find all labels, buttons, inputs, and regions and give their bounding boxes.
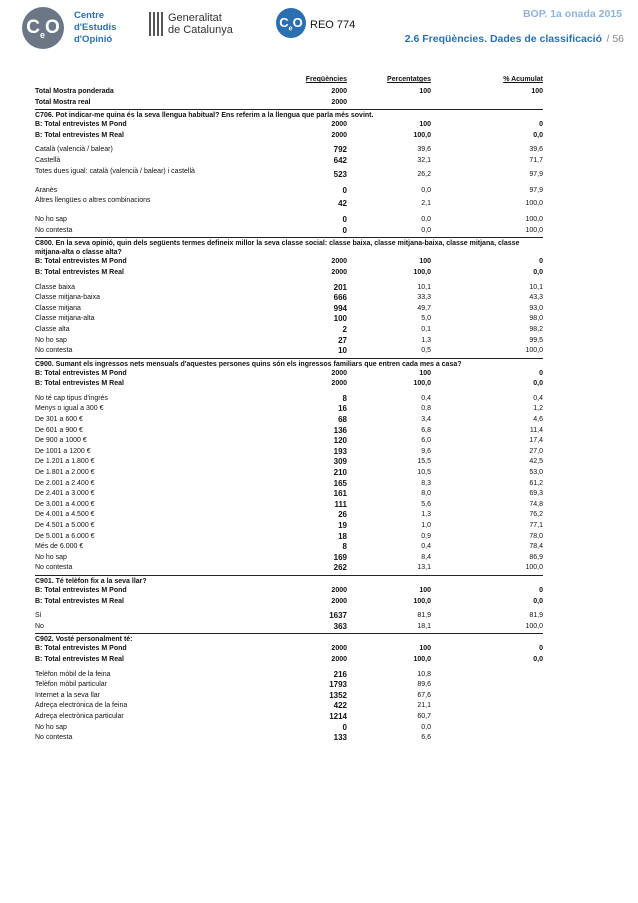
table-row [35,489,543,500]
col-pct-header: Percentatges [387,76,431,83]
acum-value: 17,4 [529,437,543,445]
freq-value: 27 [338,335,347,345]
freq-value: 2000 [331,268,347,276]
pct-value: 0,0 [421,186,431,194]
table-row [35,712,543,723]
generalitat-name [168,12,233,36]
freq-value: 666 [333,293,347,303]
acum-value: 97,9 [529,186,543,194]
table-row [35,563,543,574]
acum-value: 98,0 [529,315,543,323]
pct-value: 32,1 [417,156,431,164]
table-row [35,404,543,415]
bop-label: BOP. 1a onada 2015 [522,8,622,20]
freq-value: 1214 [329,711,347,721]
row-label: B: Total entrevistes M Real [35,380,124,388]
freq-value: 0 [342,225,347,235]
row-label: Menys o igual a 300 € [35,405,104,413]
row-label: B: Total entrevistes M Real [35,131,124,139]
row-label: No ho sap [35,216,67,224]
row-label: No ho sap [35,723,67,731]
freq-value: 161 [333,489,347,499]
section-title: 2.6 Freqüències. Dades de classificació [404,33,602,45]
acum-value: 0,4 [533,394,543,402]
acum-value: 10,1 [529,283,543,291]
pct-value: 0,8 [421,405,431,413]
table-row [35,369,543,380]
row-label: De 1001 a 1200 € [35,447,91,455]
freq-value: 1793 [329,680,347,690]
table-row [35,167,543,186]
pct-value: 1,0 [421,522,431,529]
reo-code: REO 774 [310,19,356,31]
question-title: C706. Pot indicar-me quina és la seva llengua habitual? Ens referim a la llengua que parla més sovint. [35,109,543,120]
freq-value: 523 [333,169,347,179]
freq-value: 262 [333,563,347,573]
table-row [35,226,543,237]
pct-value: 3,4 [421,416,431,424]
row-label: Aranès [35,186,58,194]
pct-value: 0,0 [421,723,431,731]
org-line-1: Centre [74,10,105,21]
table-row [35,457,543,468]
acum-value: 100,0 [525,216,543,224]
acum-value: 0 [539,645,543,653]
row-label: B: Total entrevistes M Pond [35,258,127,266]
acum-value: 76,2 [529,511,543,519]
question-title: C901. Té telèfon fix a la seva llar? [35,575,543,586]
acum-value: 100,0 [525,347,543,355]
gov-line-1: Generalitat [168,12,222,24]
freq-value: 193 [333,446,347,456]
org-line-2: d'Estudis [74,22,117,33]
pct-value: 2,1 [421,200,431,208]
row-label: Adreça electrònica particular [35,712,124,720]
table-row [35,644,543,655]
acum-value: 4,6 [533,416,543,424]
table-row [35,257,543,268]
pct-value: 0,0 [421,226,431,234]
acum-value: 74,8 [529,500,543,508]
acum-value: 78,4 [529,543,543,551]
table-row [35,553,543,564]
acum-value: 0 [539,258,543,266]
pct-value: 89,6 [417,681,431,689]
row-label: De 900 a 1000 € [35,437,87,445]
ceo-logo-small: $C_eO$ [276,8,306,38]
acum-value: 0,0 [533,380,543,388]
row-label: B: Total entrevistes M Pond [35,586,127,594]
table-row [35,196,543,215]
freq-value: 2000 [331,655,347,663]
pct-value: 1,3 [421,336,431,344]
row-label: Totes dues igual: català (valencià / balear) i castellà [35,167,195,175]
acum-value: 69,3 [529,490,543,498]
table-row [35,655,543,666]
acum-value: 0 [539,369,543,377]
acum-value: 42,5 [529,458,543,466]
acum-value: 0,0 [533,268,543,276]
pct-value: 18,1 [417,622,431,630]
row-label: De 3.001 a 4.000 € [35,500,95,508]
table-row [35,586,543,597]
pct-value: 8,0 [421,490,431,498]
row-label: Català (valencià / balear) [35,146,113,154]
freq-value: 0 [342,185,347,195]
row-label: De 301 a 600 € [35,416,83,424]
acum-value: 0,0 [533,131,543,139]
column-headers [35,74,543,87]
pct-value: 9,6 [421,447,431,455]
freq-value: 26 [338,510,347,520]
table-row [35,680,543,691]
row-label: De 2.401 a 3.000 € [35,490,95,498]
freq-value: 642 [333,155,347,165]
acum-value: 100 [531,88,543,95]
table-row [35,131,543,142]
page-number: / 56 [606,33,624,45]
table-row [35,521,543,532]
acum-value: 11,4 [529,426,543,434]
row-label: Classe baixa [35,283,76,291]
row-label: De 5.001 a 6.000 € [35,532,95,540]
pct-value: 6,8 [421,426,431,434]
freq-value: 2000 [331,369,347,377]
pct-value: 100 [419,258,431,266]
table-row [35,304,543,315]
acum-value: 100,0 [525,200,543,208]
freq-value: 1352 [329,690,347,700]
row-label: B: Total entrevistes M Real [35,655,124,663]
row-label: Sí [35,612,42,620]
acum-value: 100,0 [525,622,543,630]
page-header [0,0,638,52]
table-row [35,691,543,702]
freq-value: 216 [333,669,347,679]
frequency-table [35,74,543,744]
table-row [35,622,543,633]
pct-value: 8,4 [421,553,431,561]
freq-value: 309 [333,457,347,467]
pct-value: 100 [419,88,431,95]
table-row [35,325,543,336]
table-row [35,394,543,405]
pct-value: 81,9 [417,612,431,620]
row-label: B: Total entrevistes M Real [35,268,124,276]
pct-value: 6,0 [421,437,431,445]
ceo-name [74,10,116,46]
row-label: De 601 a 900 € [35,426,83,434]
col-freq-header: Freqüències [305,76,347,83]
row-label: No contesta [35,564,73,572]
pct-value: 33,3 [417,294,431,302]
table-row [35,283,543,294]
col-acum-header: % Acumulat [503,76,543,83]
acum-value: 86,9 [529,553,543,561]
freq-value: 994 [333,303,347,313]
table-row [35,468,543,479]
gov-line-2: de Catalunya [168,24,233,36]
freq-value: 16 [338,404,347,414]
table-row [35,336,543,347]
row-label: B: Total entrevistes M Pond [35,121,127,129]
row-label: No té cap tipus d'ingrés [35,394,108,402]
freq-value: 10 [338,346,347,356]
freq-value: 169 [333,552,347,562]
freq-value: 0 [342,215,347,225]
pct-value: 5,0 [421,315,431,323]
freq-value: 2000 [331,121,347,129]
row-label: No ho sap [35,553,67,561]
table-row [35,156,543,167]
table-row [35,733,543,744]
table-row [35,145,543,156]
table-row [35,436,543,447]
row-label: Adreça electrònica de la feina [35,702,128,710]
acum-value: 98,2 [529,325,543,333]
row-label: De 4.501 a 5.000 € [35,522,95,529]
acum-value: 100,0 [525,564,543,572]
table-row [35,701,543,712]
pct-value: 21,1 [417,702,431,710]
freq-value: 19 [338,521,347,530]
freq-value: 422 [333,701,347,711]
freq-value: 2000 [331,131,347,139]
pct-value: 100 [419,369,431,377]
row-label: No ho sap [35,336,67,344]
table-row [35,98,543,109]
pct-value: 39,6 [417,146,431,154]
table-row [35,479,543,490]
acum-value: 93,0 [529,304,543,312]
row-label: No [35,622,44,630]
pct-value: 100 [419,586,431,594]
pct-value: 10,1 [417,283,431,291]
freq-value: 2000 [331,258,347,266]
pct-value: 100,0 [413,131,431,139]
acum-value: 71,7 [529,156,543,164]
pct-value: 10,8 [417,670,431,678]
table-row [35,510,543,521]
pct-value: 15,5 [417,458,431,466]
freq-value: 2000 [331,380,347,388]
freq-value: 201 [333,282,347,292]
freq-value: 42 [338,199,347,209]
row-label: Internet a la seva llar [35,691,100,699]
pct-value: 0,4 [421,394,431,402]
pct-value: 100,0 [413,597,431,605]
ceo-logo: $C_eO$ [22,7,64,49]
table-row [35,346,543,357]
table-row [35,500,543,511]
pct-value: 0,5 [421,347,431,355]
freq-value: 2000 [331,597,347,605]
pct-value: 0,0 [421,216,431,224]
question-title: C902. Vosté personalment té: [35,633,543,644]
freq-value: 165 [333,478,347,488]
row-label: De 1.201 a 1.800 € [35,458,95,466]
table-row [35,293,543,304]
pct-value: 8,3 [421,479,431,487]
row-label: B: Total entrevistes M Pond [35,645,127,653]
acum-value: 78,0 [529,532,543,540]
pct-value: 60,7 [417,712,431,720]
org-line-3: d'Opinió [74,34,113,45]
row-label: B: Total entrevistes M Pond [35,369,127,377]
acum-value: 77,1 [529,522,543,529]
row-label: No contesta [35,226,73,234]
generalitat-emblem-icon [149,12,163,36]
pct-value: 0,9 [421,532,431,540]
row-label: B: Total entrevistes M Real [35,597,124,605]
pct-value: 100,0 [413,380,431,388]
acum-value: 99,5 [529,336,543,344]
freq-value: 2000 [331,645,347,653]
freq-value: 68 [338,415,347,425]
row-label: De 4.001 a 4.500 € [35,511,95,519]
acum-value: 0 [539,586,543,594]
freq-value: 1637 [329,611,347,621]
acum-value: 61,2 [529,479,543,487]
table-row [35,426,543,437]
row-label: Classe alta [35,325,70,333]
table-row [35,379,543,390]
table-row [35,723,543,734]
freq-value: 2 [342,324,347,334]
acum-value: 0 [539,121,543,129]
row-label: Total Mostra ponderada [35,88,114,95]
freq-value: 8 [342,542,347,552]
freq-value: 136 [333,425,347,435]
row-label: Classe mitjana-baixa [35,294,100,302]
table-row [35,268,543,279]
pct-value: 10,5 [417,469,431,477]
table-row [35,542,543,553]
row-label: No contesta [35,734,73,742]
pct-value: 100,0 [413,268,431,276]
freq-value: 792 [333,145,347,155]
pct-value: 0,4 [421,543,431,551]
table-row [35,87,543,98]
acum-value: 43,3 [529,294,543,302]
row-label: Altres llengües o altres combinacions [35,197,151,205]
acum-value: 1,2 [533,405,543,413]
freq-value: 18 [338,531,347,541]
table-row [35,597,543,608]
acum-value: 27,0 [529,447,543,455]
freq-value: 111 [334,499,347,509]
table-row [35,447,543,458]
freq-value: 2000 [331,98,347,106]
pct-value: 1,3 [421,511,431,519]
question-title: C800. En la seva opinió, quin dels següents termes defineix millor la seva classe social: classe baixa, classe mitjana-baixa, classe mitjana, classe mitjana-alta o classe alta? [35,237,543,257]
freq-value: 8 [342,393,347,403]
acum-value: 100,0 [525,226,543,234]
row-label: Telèfon mòbil de la feina [35,670,111,678]
pct-value: 49,7 [417,304,431,312]
pct-value: 6,6 [421,734,431,742]
acum-value: 81,9 [529,612,543,620]
acum-value: 39,6 [529,146,543,154]
pct-value: 100,0 [413,655,431,663]
freq-value: 363 [333,621,347,631]
pct-value: 100 [419,645,431,653]
row-label: Classe mitjana [35,304,81,312]
freq-value: 2000 [331,586,347,594]
row-label: Telèfon mòbil particular [35,681,107,689]
table-row [35,532,543,543]
pct-value: 13,1 [417,564,431,572]
row-label: De 1.801 a 2.000 € [35,469,95,477]
freq-value: 100 [333,314,347,324]
freq-value: 133 [333,733,347,743]
freq-value: 210 [333,468,347,478]
row-label: Total Mostra real [35,98,91,106]
acum-value: 0,0 [533,597,543,605]
table-row [35,415,543,426]
table-row [35,611,543,622]
freq-value: 120 [333,436,347,446]
table-row [35,120,543,131]
pct-value: 67,6 [417,691,431,699]
freq-value: 2000 [331,88,347,95]
table-row [35,314,543,325]
acum-value: 53,0 [529,469,543,477]
pct-value: 0,1 [421,325,431,333]
pct-value: 26,2 [417,170,431,178]
acum-value: 0,0 [533,655,543,663]
question-title: C900. Sumant els ingressos nets mensuals d'aquestes persones quins són els ingressos familiars que entren cada mes a casa? [35,358,543,369]
table-row [35,670,543,681]
table-row [35,215,543,226]
row-label: Més de 6.000 € [35,543,84,551]
row-label: Castellà [35,156,61,164]
pct-value: 100 [419,121,431,129]
row-label: De 2.001 a 2.400 € [35,479,95,487]
pct-value: 5,6 [421,500,431,508]
table-row [35,186,543,197]
freq-value: 0 [342,722,347,732]
row-label: No contesta [35,347,73,355]
row-label: Classe mitjana-alta [35,315,95,323]
acum-value: 97,9 [529,170,543,178]
